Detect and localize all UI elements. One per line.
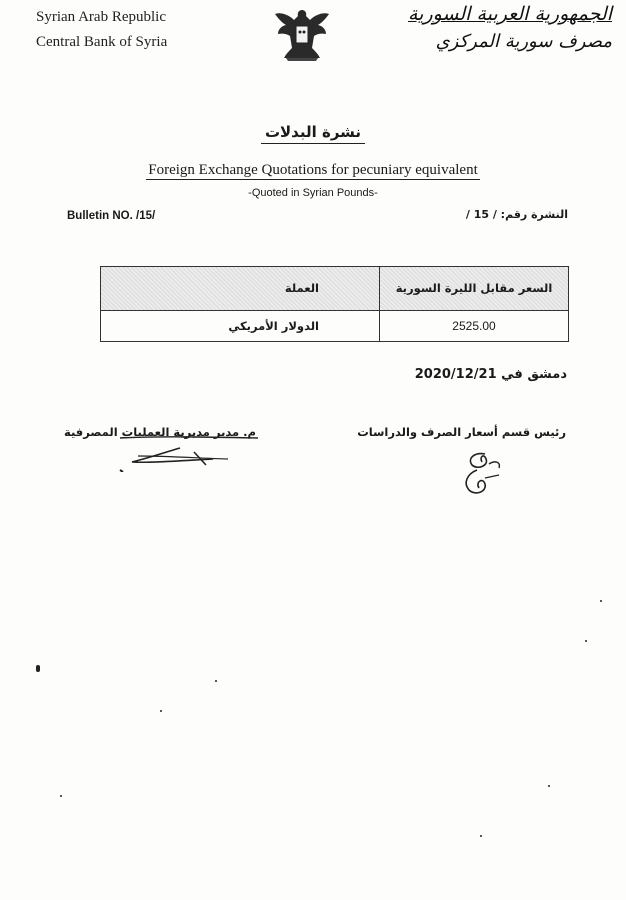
speck-mark [215,680,217,682]
issue-date: دمشق في 2020/12/21 [414,367,567,382]
subtitle: -Quoted in Syrian Pounds- [248,187,378,199]
country-name-en: Syrian Arab Republic [36,9,166,25]
signature-title-right: رئيس قسم أسعار الصرف والدراسات [357,425,566,439]
title-english: Foreign Exchange Quotations for pecuniary equivalent [148,162,478,178]
table-header-row [101,267,569,311]
rate-cell: 2525.00 [380,310,569,341]
signature-scribble-left [118,432,268,472]
speck-mark [585,640,587,642]
signature-title-left: م. مدير مديرية العمليات المصرفية [64,425,256,439]
bank-name-en: Central Bank of Syria [36,34,168,50]
country-name-ar: الجمهورية العربية السورية [407,3,612,25]
signature-scribble-right [455,448,510,498]
speck-mark [600,600,602,602]
speck-mark [160,710,162,712]
bulletin-number-en: Bulletin NO. /15/ [67,210,156,222]
speck-mark [60,795,62,797]
bank-name-ar: مصرف سورية المركزي [435,31,612,52]
currency-header: العملة [101,267,380,311]
title-arabic: نشرة البدلات [0,123,626,141]
speck-mark [36,665,40,672]
speck-mark [548,785,550,787]
bulletin-number-ar: النشرة رقم: / 15 / [465,208,568,221]
currency-cell: الدولار الأمريكي [101,310,380,341]
eagle-emblem-icon [272,4,332,62]
speck-mark [480,835,482,837]
table-row [101,310,569,341]
rate-header: السعر مقابل الليرة السورية [380,267,569,311]
exchange-rate-table [100,266,569,342]
